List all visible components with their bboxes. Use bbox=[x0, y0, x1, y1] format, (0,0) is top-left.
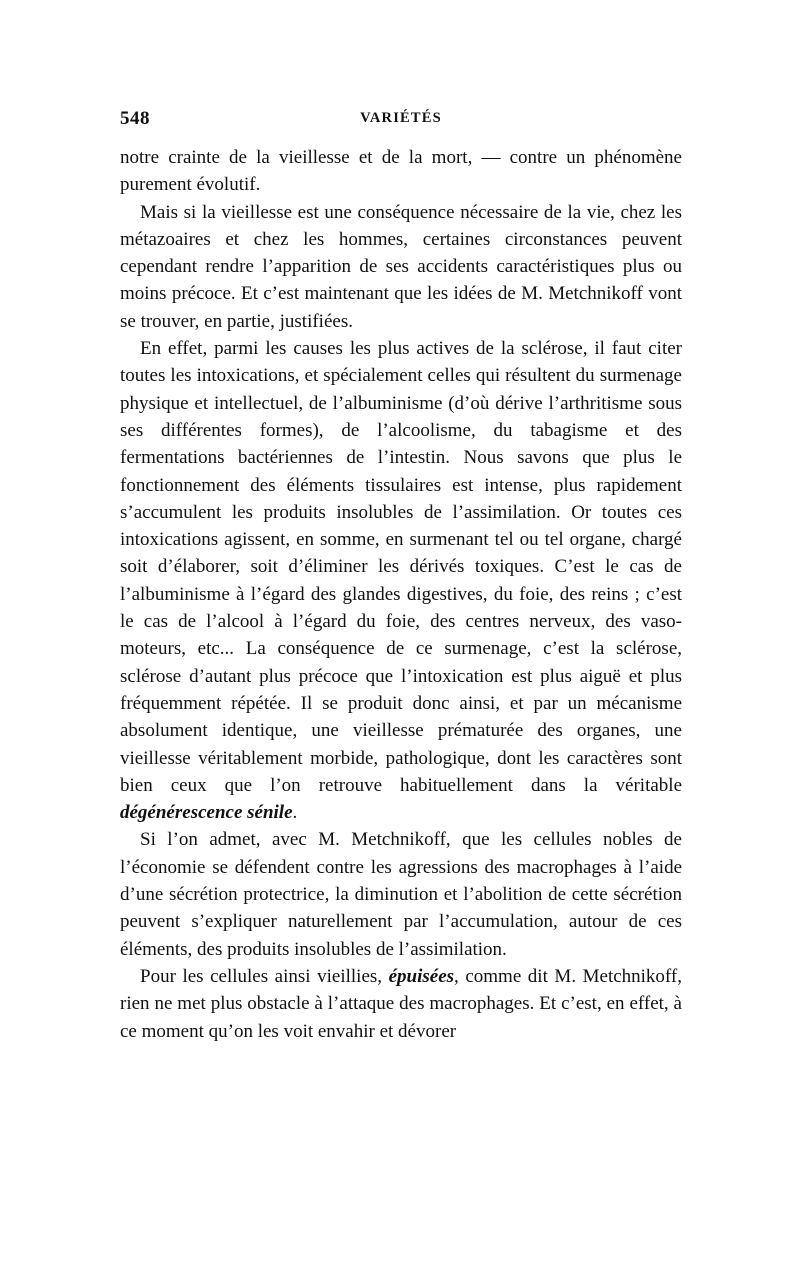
paragraph-2-text: Mais si la vieillesse est une conséquence nécessaire de la vie, chez les métazoaires et chez les hommes, certaines circonstances peuvent cependant rendre l’apparition de ses accidents caractéristiques plus ou moins précoce. Et c’est maintenant que les idées de M. Metchnikoff vont se trouver, en partie, justifiées. bbox=[120, 201, 682, 332]
paragraph-3 bbox=[120, 335, 682, 826]
paragraph-2 bbox=[120, 199, 682, 335]
paragraph-3-italic-term: dégénérescence sénile bbox=[120, 802, 293, 824]
paragraph-5 bbox=[120, 963, 682, 1045]
paragraph-3-end: . bbox=[292, 802, 298, 824]
paragraph-5-end: , comme dit M. Metchnikoff, rien ne met plus obstacle à l’attaque des macrophages. Et c’est, en effet, à ce moment qu’on les voit envahir et dévorer bbox=[120, 965, 682, 1042]
paragraph-3-text: En effet, parmi les causes les plus actives de la sclérose, il faut citer toutes les intoxications, et spécialement celles qui résultent du surmenage physique et intellectuel, de l’albuminisme (d’où dérive l’arthritisme sous ses différentes formes), de l’alcoolisme, du tabagisme et des fermentations bactériennes de l’intestin. Nous savons que plus le fonctionnement des éléments tissulaires est intense, plus rapidement s’accumulent les produits insolubles de l’assimilation. Or toutes ces intoxications agissent, en somme, en surmenant tel ou tel organe, chargé soit d’élaborer, soit d’éliminer les dérivés toxiques. C’est le cas de l’albuminisme à l’égard des glandes digestives, du foie, des reins ; c’est le cas de l’alcool à l’égard du foie, des centres nerveux, des vaso-moteurs, etc... La conséquence de ce surmenage, c’est la sclérose, sclérose d’autant plus précoce que l’intoxication est plus aiguë et plus fréquemment répétée. Il se produit donc ainsi, et par un mécanisme absolument identique, une vieillesse prématurée des organes, une vieillesse véritablement morbide, pathologique, dont les caractères sont bien ceux que l’on retrouve habituellement dans la véritable bbox=[120, 338, 682, 796]
paragraph-5-italic-term: épuisées bbox=[388, 965, 455, 987]
paragraph-1-text: notre crainte de la vieillesse et de la mort, — contre un phénomène purement évolutif. bbox=[120, 147, 682, 196]
page-number: 548 bbox=[120, 108, 150, 129]
document-page bbox=[120, 108, 682, 1045]
paragraph-4-text: Si l’on admet, avec M. Metchnikoff, que les cellules nobles de l’économie se défendent contre les agressions des macrophages à l’aide d’une sécrétion protectrice, la diminution et l’abolition de cette sécrétion peuvent s’expliquer naturellement par l’accumulation, autour de ces éléments, des produits insolubles de l’assimilation. bbox=[120, 829, 682, 960]
paragraph-4 bbox=[120, 826, 682, 962]
paragraph-1 bbox=[120, 144, 682, 199]
body-text bbox=[120, 144, 682, 1045]
running-head bbox=[120, 108, 682, 138]
paragraph-5-text: Pour les cellules ainsi vieillies, bbox=[140, 965, 389, 987]
running-title: VARIÉTÉS bbox=[360, 110, 442, 126]
